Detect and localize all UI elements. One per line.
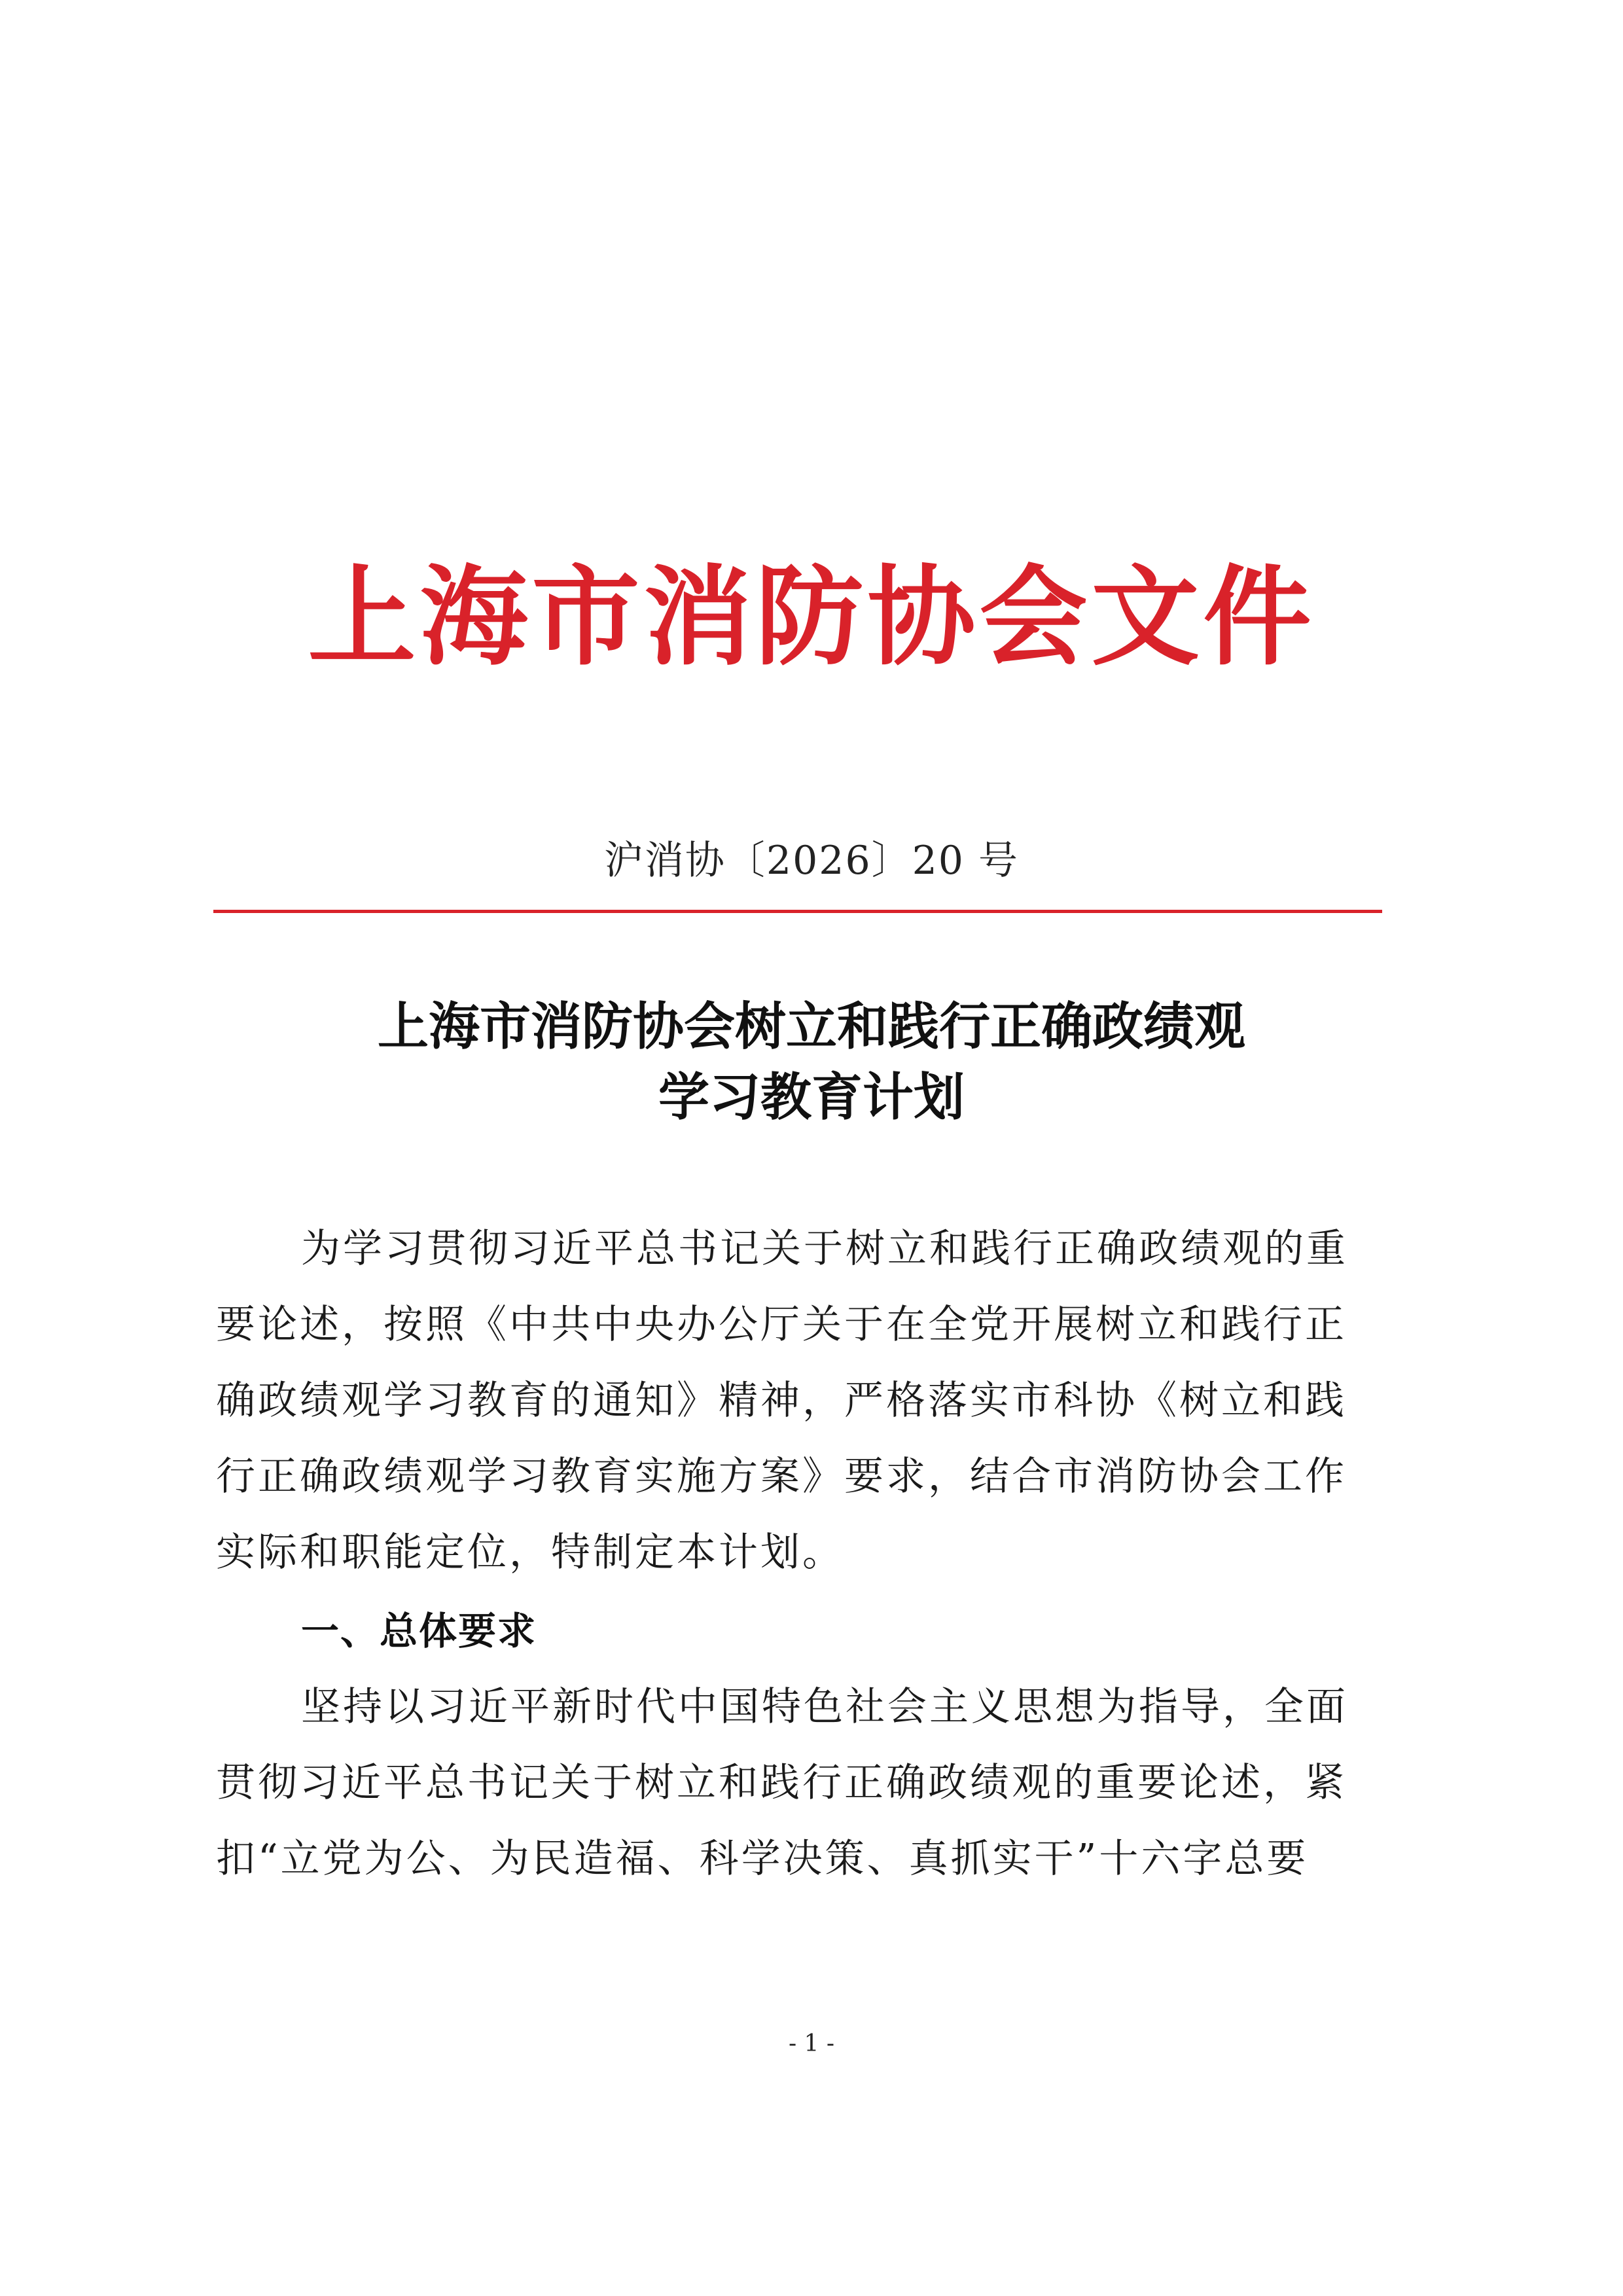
masthead-title: 上海市消防协会文件 bbox=[308, 553, 1315, 680]
intro-paragraph bbox=[216, 1211, 1368, 1590]
section1-paragraph-text: 坚持以习近平新时代中国特色社会主义思想为指导，全面贯彻习近平总书记关于树立和践行正确政绩观的重要论述，紧扣“立党为公、为民造福、科学决策、真抓实干”十六字总要 bbox=[216, 1684, 1348, 1882]
section1-paragraph bbox=[216, 1669, 1368, 1897]
red-divider-line bbox=[213, 910, 1382, 913]
intro-paragraph-text: 为学习贯彻习近平总书记关于树立和践行正确政绩观的重要论述，按照《中共中央办公厅关于在全党开展树立和践行正确政绩观学习教育的通知》精神，严格落实市科协《树立和践行正确政绩观学习教育实施方案》要求，结合市消防协会工作实际和职能定位，特制定本计划。 bbox=[216, 1226, 1348, 1575]
document-title-line1: 上海市消防协会树立和践行正确政绩观 bbox=[377, 997, 1245, 1056]
page-number: - 1 - bbox=[788, 2030, 835, 2057]
document-title bbox=[0, 992, 1623, 1133]
section-heading-1: 一、总体要求 bbox=[301, 1609, 537, 1653]
document-title-line2: 学习教育计划 bbox=[658, 1067, 965, 1127]
document-number: 沪消协〔2026〕20 号 bbox=[603, 838, 1020, 884]
